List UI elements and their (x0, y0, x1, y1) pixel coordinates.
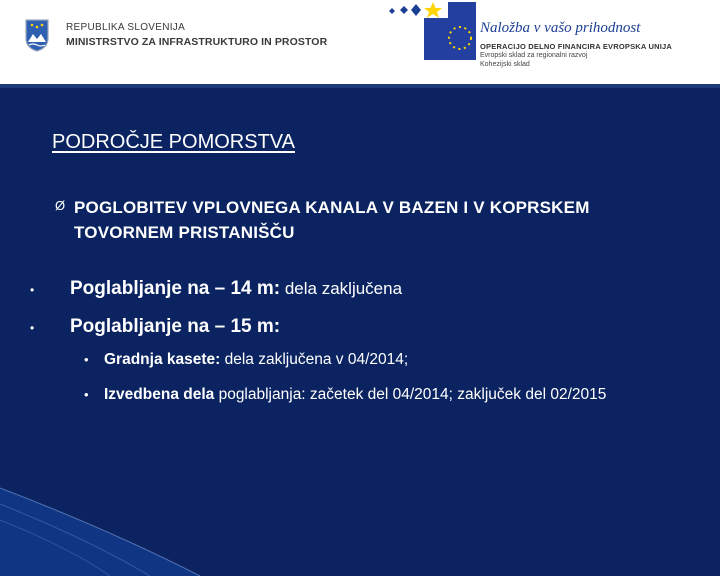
slovenia-crest-icon (24, 18, 50, 52)
list-item (70, 316, 280, 338)
sub-list-item-value: poglabljanja: začetek del 04/2014; zaključek del 02/2015 (214, 386, 607, 403)
list-item-label: Poglabljanje na – 14 m: (70, 278, 281, 299)
sub-list-item-label: Izvedbena dela (104, 386, 215, 403)
sub-list-item-label: Gradnja kasete: (104, 351, 221, 368)
sub-bullet-icon: • (84, 387, 89, 402)
slide-subheading: POGLOBITEV VPLOVNEGA KANALA V BAZEN I V KOPRSKEM TOVORNEM PRISTANIŠČU (74, 198, 590, 242)
ministry-name: MINISTRSTVO ZA INFRASTRUKTURO IN PROSTOR (66, 36, 328, 48)
eu-flag-icon (388, 0, 478, 60)
ministry-logo (24, 18, 344, 54)
eu-fund-text: Evropski sklad za regionalni razvoj (480, 52, 588, 59)
decorative-wave (0, 460, 720, 576)
slide-heading: PODROČJE POMORSTVA (52, 131, 295, 153)
header-divider (0, 84, 720, 88)
list-item-value: dela zaključena (280, 279, 403, 298)
sub-bullet-icon: • (84, 352, 89, 367)
sub-list-item (104, 384, 644, 406)
bullet-icon: • (30, 321, 35, 335)
list-item-label: Poglabljanje na – 15 m: (70, 316, 281, 337)
sub-list-item-value: dela zaključena v 04/2014; (220, 351, 409, 368)
cohesion-fund-text: Kohezijski sklad (480, 61, 530, 68)
eu-cofinance-text: OPERACIJO DELNO FINANCIRA EVROPSKA UNIJA (480, 42, 673, 51)
eu-funding-logo (388, 0, 688, 84)
list-item (70, 278, 402, 300)
bullet-icon: • (30, 283, 35, 297)
gov-name: REPUBLIKA SLOVENIJA (66, 22, 186, 33)
header-bar (0, 0, 720, 84)
eu-slogan: Naložba v vašo prihodnost (480, 20, 641, 36)
arrow-bullet-icon: Ø (55, 198, 66, 213)
sub-list-item (104, 349, 644, 371)
